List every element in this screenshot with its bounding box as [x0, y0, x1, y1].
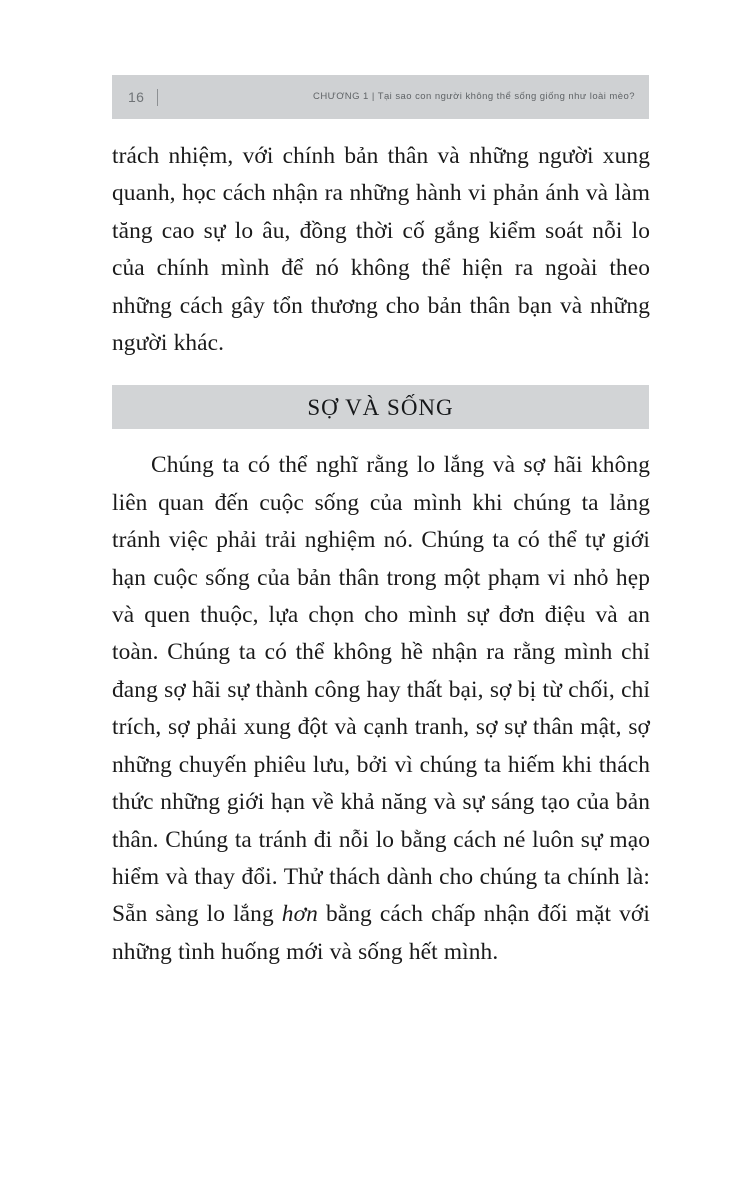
paragraph-continued: trách nhiệm, với chính bản thân và những người xung quanh, học cách nhận ra những hành vi phản ánh và làm tăng cao sự lo âu, đồng thời cố gắng kiểm soát nỗi lo của chính mình để nó không thể hiện ra ngoài theo những cách gây tổn thương cho bản thân bạn và những người khác. [112, 143, 650, 357]
section-heading: SỢ VÀ SỐNG [307, 394, 454, 420]
paragraph-body-text-2: bằng cách chấp nhận đối mặt với những tình huống mới và sống hết mình. [112, 901, 650, 965]
paragraph-body [112, 447, 650, 971]
header-divider-rule [157, 89, 158, 106]
text-column [112, 138, 650, 971]
page-number: 16 [128, 89, 145, 105]
paragraph-body-emphasis: hơn [281, 901, 318, 928]
chapter-running-title: CHƯƠNG 1 | Tại sao con người không thể sống giống như loài mèo? [313, 91, 635, 103]
paragraph-body-text-1: Chúng ta có thể nghĩ rằng lo lắng và sợ hãi không liên quan đến cuộc sống của mình khi chúng ta lảng tránh việc phải trải nghiệm nó. Chúng ta có thể tự giới hạn cuộc sống của bản thân trong một phạm vi nhỏ hẹp và quen thuộc, lựa chọn cho mình sự đơn điệu và an toàn. Chúng ta có thể không hề nhận ra rằng mình chỉ đang sợ hãi sự thành công hay thất bại, sợ bị từ chối, chỉ trích, sợ phải xung đột và cạnh tranh, sợ sự thân mật, sợ những chuyến phiêu lưu, bởi vì chúng ta hiếm khi thách thức những giới hạn về khả năng và sự sáng tạo của bản thân. Chúng ta tránh đi nỗi lo bằng cách né luôn sự mạo hiểm và thay đổi. Thử thách dành cho chúng ta chính là: Sẵn sàng lo lắng [112, 452, 650, 928]
section-heading-band [112, 385, 649, 429]
running-header [112, 75, 649, 119]
